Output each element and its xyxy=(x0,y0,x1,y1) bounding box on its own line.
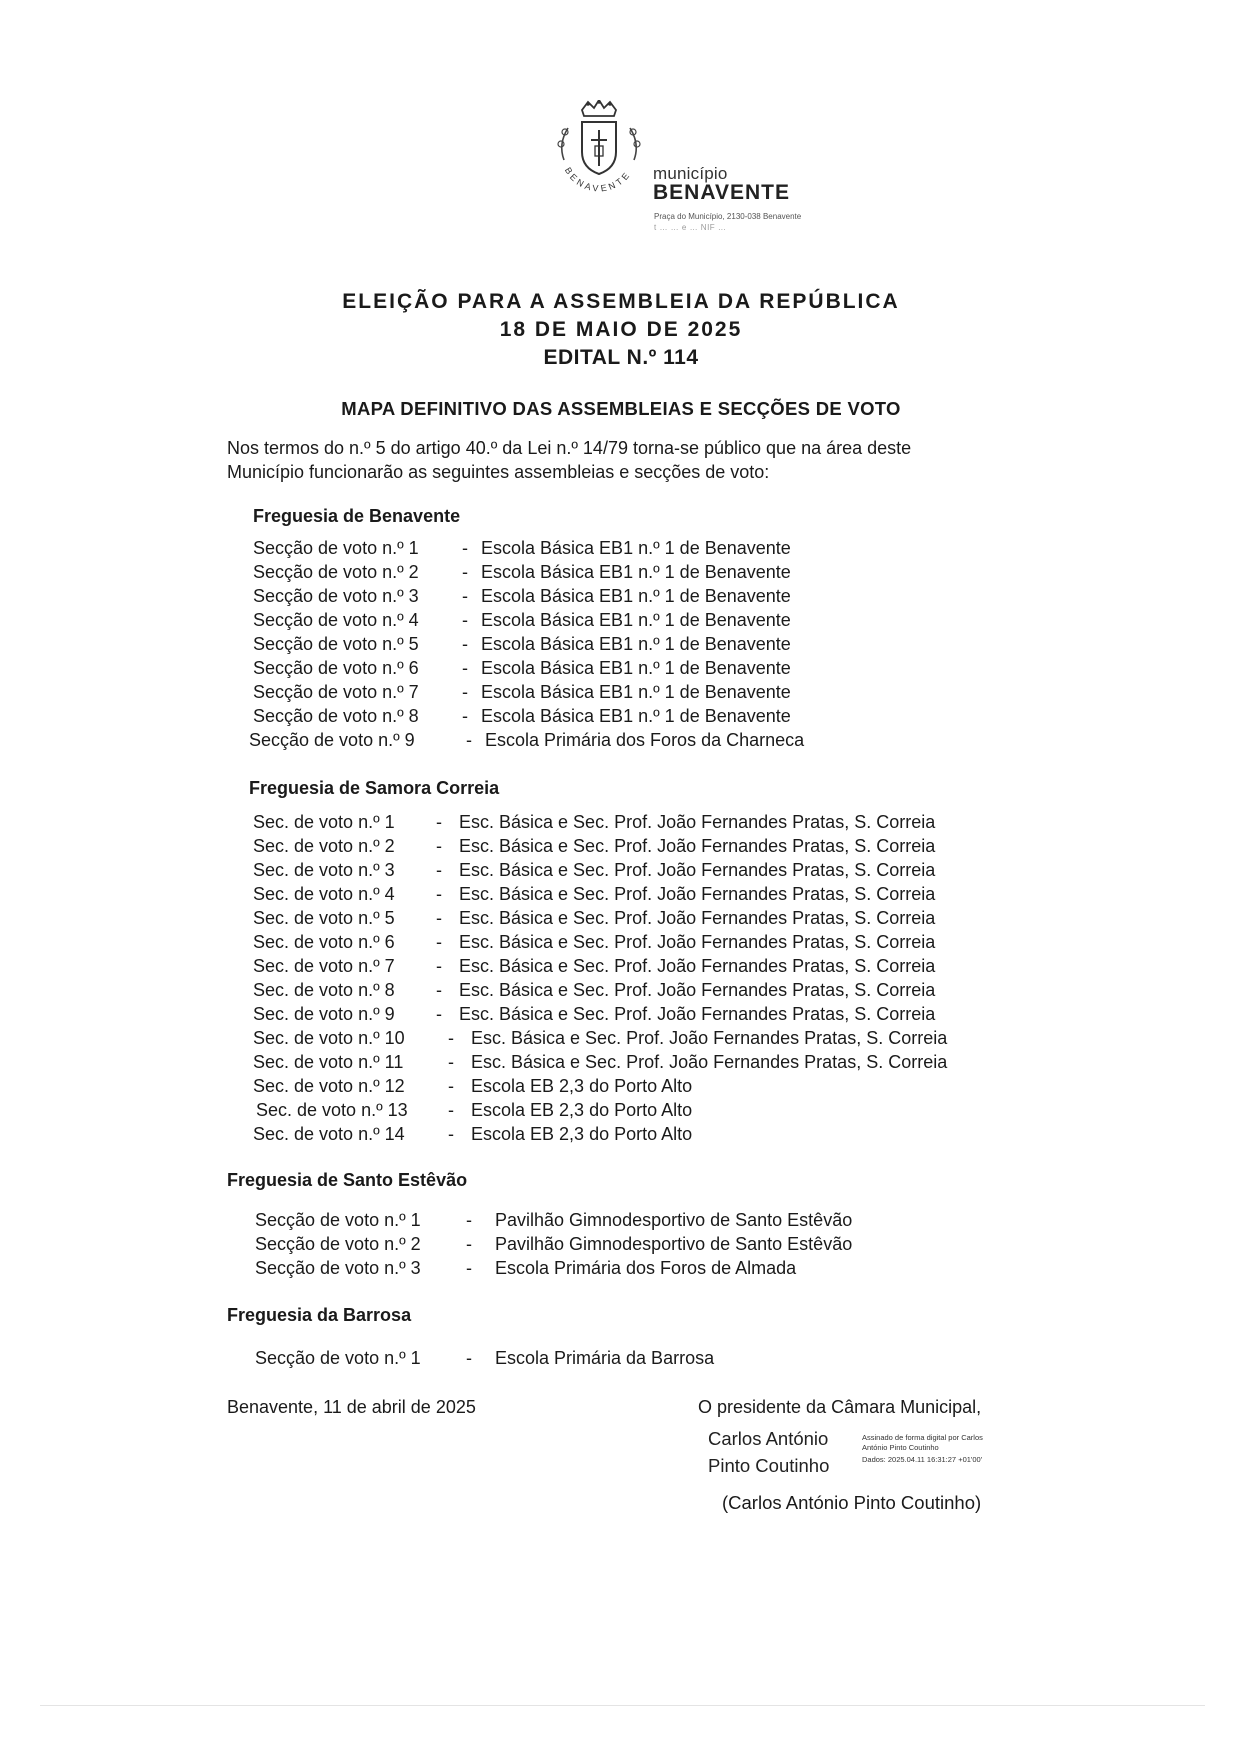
voting-section-location: Escola Básica EB1 n.º 1 de Benavente xyxy=(481,586,791,606)
parish-title-samora-correia: Freguesia de Samora Correia xyxy=(249,778,500,798)
digital-signature-note-2: António Pinto Coutinho xyxy=(862,1443,939,1452)
voting-section-separator: - xyxy=(436,956,442,976)
voting-section-separator: - xyxy=(436,932,442,952)
voting-section-location: Pavilhão Gimnodesportivo de Santo Estêvão xyxy=(495,1210,853,1230)
place-and-date: Benavente, 11 de abril de 2025 xyxy=(227,1397,476,1417)
digital-signature-note-1: Assinado de forma digital por Carlos xyxy=(862,1433,983,1442)
voting-section-row xyxy=(253,706,791,727)
voting-section-label: Secção de voto n.º 1 xyxy=(255,1348,421,1368)
voting-section-location: Escola Básica EB1 n.º 1 de Benavente xyxy=(481,538,791,558)
voting-section-row xyxy=(253,658,791,679)
voting-section-separator: - xyxy=(466,1234,472,1254)
voting-section-separator: - xyxy=(466,1258,472,1278)
election-date: 18 DE MAIO DE 2025 xyxy=(499,318,743,341)
voting-section-label: Sec. de voto n.º 4 xyxy=(253,884,395,904)
voting-section-row xyxy=(253,562,791,583)
voting-section-location: Escola Básica EB1 n.º 1 de Benavente xyxy=(481,610,791,630)
voting-section-separator: - xyxy=(448,1028,454,1048)
voting-section-location: Escola Básica EB1 n.º 1 de Benavente xyxy=(481,634,791,654)
voting-section-row xyxy=(253,610,791,631)
voting-section-separator: - xyxy=(436,1004,442,1024)
voting-section-separator: - xyxy=(462,586,468,606)
voting-section-separator: - xyxy=(462,538,468,558)
voting-section-label: Secção de voto n.º 6 xyxy=(253,658,419,678)
intro-paragraph xyxy=(227,436,1077,484)
voting-section-separator: - xyxy=(462,610,468,630)
voting-section-label: Sec. de voto n.º 8 xyxy=(253,980,395,1000)
intro-line-2: Município funcionarão as seguintes assembleias e secções de voto: xyxy=(227,462,770,482)
voting-section-label: Secção de voto n.º 3 xyxy=(255,1258,421,1278)
edital-number: EDITAL N.º 114 xyxy=(543,346,699,369)
voting-section-row xyxy=(253,908,936,929)
voting-section-row xyxy=(255,1258,797,1279)
voting-section-separator: - xyxy=(448,1052,454,1072)
voting-section-label: Secção de voto n.º 8 xyxy=(253,706,419,726)
voting-section-row xyxy=(253,1076,693,1097)
voting-section-row xyxy=(253,682,791,703)
voting-section-location: Escola EB 2,3 do Porto Alto xyxy=(471,1100,693,1120)
municipio-address: Praça do Município, 2130-038 Benavente xyxy=(654,212,802,221)
svg-text:BENAVENTE: BENAVENTE xyxy=(562,165,633,194)
signature-name-line-2: Pinto Coutinho xyxy=(708,1455,830,1476)
voting-section-row xyxy=(253,1052,948,1073)
voting-section-row xyxy=(256,1100,693,1121)
voting-section-label: Sec. de voto n.º 13 xyxy=(256,1100,408,1120)
voting-section-separator: - xyxy=(436,908,442,928)
voting-section-label: Sec. de voto n.º 1 xyxy=(253,812,395,832)
voting-section-location: Pavilhão Gimnodesportivo de Santo Estêvão xyxy=(495,1234,853,1254)
voting-section-label: Sec. de voto n.º 11 xyxy=(253,1052,404,1072)
voting-section-row xyxy=(253,812,936,833)
voting-section-separator: - xyxy=(466,730,472,750)
voting-section-label: Sec. de voto n.º 7 xyxy=(253,956,395,976)
voting-section-location: Escola Primária dos Foros de Almada xyxy=(495,1258,797,1278)
voting-section-row xyxy=(253,956,936,977)
voting-section-row xyxy=(253,634,791,655)
voting-section-location: Escola Básica EB1 n.º 1 de Benavente xyxy=(481,562,791,582)
voting-section-location: Escola EB 2,3 do Porto Alto xyxy=(471,1124,693,1144)
voting-section-location: Esc. Básica e Sec. Prof. João Fernandes Pratas, S. Correia xyxy=(459,860,936,880)
voting-section-label: Secção de voto n.º 1 xyxy=(253,538,419,558)
voting-section-location: Esc. Básica e Sec. Prof. João Fernandes Pratas, S. Correia xyxy=(459,884,936,904)
map-title: MAPA DEFINITIVO DAS ASSEMBLEIAS E SECÇÕES DE VOTO xyxy=(341,398,901,419)
election-title: ELEIÇÃO PARA A ASSEMBLEIA DA REPÚBLICA xyxy=(342,290,900,313)
bottom-divider xyxy=(40,1705,1205,1706)
voting-section-separator: - xyxy=(462,634,468,654)
voting-section-label: Secção de voto n.º 5 xyxy=(253,634,419,654)
voting-section-label: Secção de voto n.º 4 xyxy=(253,610,419,630)
parish-title-santo-estevao: Freguesia de Santo Estêvão xyxy=(227,1170,468,1190)
voting-section-separator: - xyxy=(448,1100,454,1120)
voting-section-location: Esc. Básica e Sec. Prof. João Fernandes Pratas, S. Correia xyxy=(459,1004,936,1024)
voting-section-label: Secção de voto n.º 9 xyxy=(249,730,415,750)
voting-section-label: Sec. de voto n.º 5 xyxy=(253,908,395,928)
voting-section-location: Esc. Básica e Sec. Prof. João Fernandes Pratas, S. Correia xyxy=(471,1052,948,1072)
signature-name-line-1: Carlos António xyxy=(708,1428,829,1449)
voting-section-separator: - xyxy=(462,682,468,702)
voting-section-location: Escola Básica EB1 n.º 1 de Benavente xyxy=(481,706,791,726)
voting-section-row xyxy=(249,730,805,751)
voting-section-row xyxy=(255,1234,853,1255)
voting-section-label: Secção de voto n.º 1 xyxy=(255,1210,421,1230)
voting-section-label: Secção de voto n.º 7 xyxy=(253,682,419,702)
voting-section-location: Escola EB 2,3 do Porto Alto xyxy=(471,1076,693,1096)
voting-section-separator: - xyxy=(462,706,468,726)
voting-section-separator: - xyxy=(466,1348,472,1368)
voting-section-location: Esc. Básica e Sec. Prof. João Fernandes Pratas, S. Correia xyxy=(459,932,936,952)
voting-section-row xyxy=(253,538,791,559)
voting-section-label: Sec. de voto n.º 10 xyxy=(253,1028,405,1048)
voting-section-row xyxy=(253,980,936,1001)
digital-signature-note-3: Dados: 2025.04.11 16:31:27 +01'00' xyxy=(862,1455,983,1464)
voting-section-separator: - xyxy=(448,1076,454,1096)
voting-section-row xyxy=(253,884,936,905)
voting-section-separator: - xyxy=(448,1124,454,1144)
voting-section-location: Esc. Básica e Sec. Prof. João Fernandes Pratas, S. Correia xyxy=(459,812,936,832)
voting-section-label: Sec. de voto n.º 2 xyxy=(253,836,395,856)
voting-section-row xyxy=(253,932,936,953)
voting-section-separator: - xyxy=(436,884,442,904)
voting-section-label: Secção de voto n.º 3 xyxy=(253,586,419,606)
voting-section-location: Esc. Básica e Sec. Prof. João Fernandes Pratas, S. Correia xyxy=(459,980,936,1000)
voting-section-location: Escola Básica EB1 n.º 1 de Benavente xyxy=(481,682,791,702)
municipio-contact: t … … e … NIF … xyxy=(654,223,727,232)
municipio-label: município xyxy=(653,164,728,183)
municipio-name: BENAVENTE xyxy=(653,181,790,204)
voting-section-location: Esc. Básica e Sec. Prof. João Fernandes Pratas, S. Correia xyxy=(471,1028,948,1048)
president-title: O presidente da Câmara Municipal, xyxy=(698,1397,982,1417)
voting-section-label: Sec. de voto n.º 3 xyxy=(253,860,395,880)
voting-section-location: Escola Básica EB1 n.º 1 de Benavente xyxy=(481,658,791,678)
voting-section-row xyxy=(253,1124,693,1145)
voting-section-label: Secção de voto n.º 2 xyxy=(255,1234,421,1254)
voting-section-row xyxy=(253,1028,948,1049)
voting-section-row xyxy=(253,586,791,607)
voting-section-separator: - xyxy=(436,836,442,856)
voting-section-row xyxy=(253,860,936,881)
voting-section-separator: - xyxy=(462,562,468,582)
voting-section-row xyxy=(253,1004,936,1025)
parish-title-benavente: Freguesia de Benavente xyxy=(253,506,461,526)
voting-section-row xyxy=(253,836,936,857)
voting-section-separator: - xyxy=(466,1210,472,1230)
voting-section-location: Esc. Básica e Sec. Prof. João Fernandes Pratas, S. Correia xyxy=(459,908,936,928)
intro-line-1: Nos termos do n.º 5 do artigo 40.º da Lei n.º 14/79 torna-se público que na área deste xyxy=(227,438,912,458)
voting-section-location: Esc. Básica e Sec. Prof. João Fernandes Pratas, S. Correia xyxy=(459,836,936,856)
voting-section-row xyxy=(255,1210,853,1231)
voting-section-label: Sec. de voto n.º 9 xyxy=(253,1004,395,1024)
voting-section-location: Escola Primária da Barrosa xyxy=(495,1348,715,1368)
voting-section-location: Escola Primária dos Foros da Charneca xyxy=(485,730,805,750)
voting-section-separator: - xyxy=(436,980,442,1000)
parish-title-barrosa: Freguesia da Barrosa xyxy=(227,1305,412,1325)
voting-section-separator: - xyxy=(436,812,442,832)
voting-section-label: Sec. de voto n.º 12 xyxy=(253,1076,405,1096)
voting-section-separator: - xyxy=(436,860,442,880)
voting-section-location: Esc. Básica e Sec. Prof. João Fernandes Pratas, S. Correia xyxy=(459,956,936,976)
president-full-name: (Carlos António Pinto Coutinho) xyxy=(722,1492,982,1513)
voting-section-label: Secção de voto n.º 2 xyxy=(253,562,419,582)
voting-section-label: Sec. de voto n.º 14 xyxy=(253,1124,405,1144)
municipal-crest-icon xyxy=(544,100,654,210)
voting-section-separator: - xyxy=(462,658,468,678)
voting-section-row xyxy=(255,1348,715,1369)
voting-section-label: Sec. de voto n.º 6 xyxy=(253,932,395,952)
